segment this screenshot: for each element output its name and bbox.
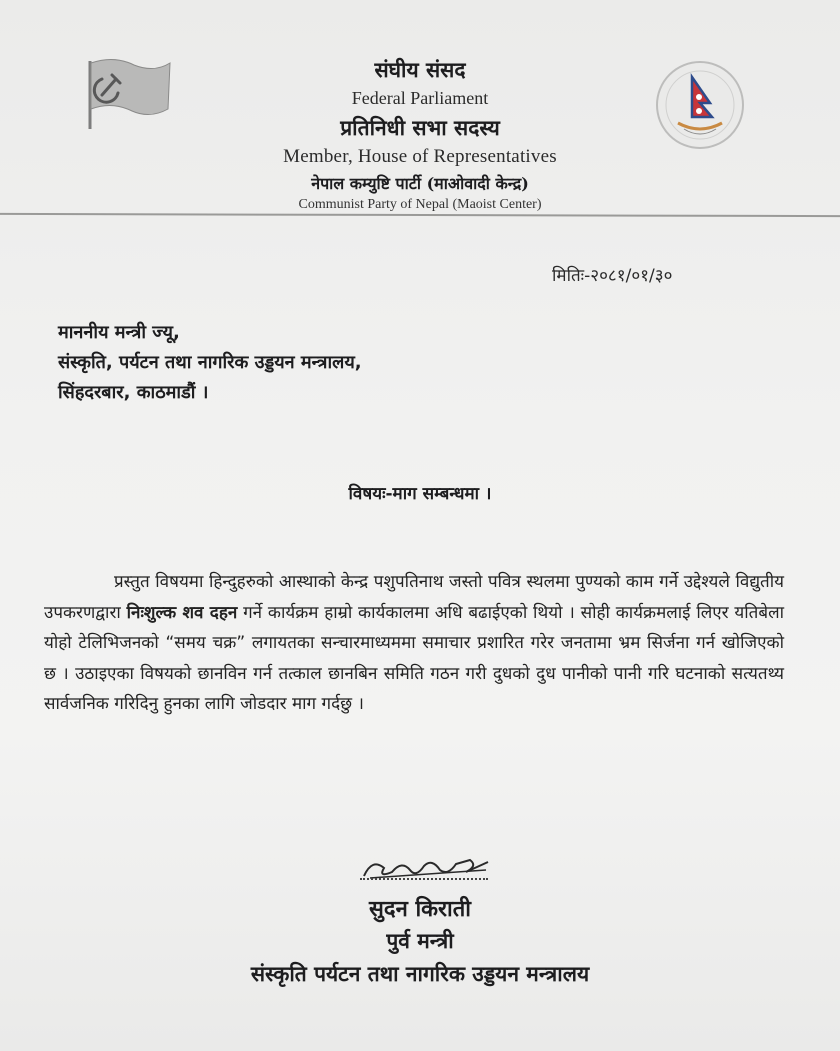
- letter-subject: विषयः-माग सम्बन्धमा ।: [348, 484, 492, 504]
- party-flag-icon: [84, 57, 174, 129]
- body-text: गर्ने कार्यक्रम हाम्रो कार्यकालमा अधि बढाईएको थियो । सोही कार्यक्रमलाई लिएर यतिबेला योहो टेलिभिजनको “समय चक्र” लगायतका सन्चारमाध्यममा समाचार प्रशारित गरेर जनतामा भ्रम सिर्जना गर्न खोजिएको छ । उठाइएका विषयको छानविन गर्न तत्काल छानबिन समिति गठन गरी दुधको दुध पानीको पानी गरि घटनाको सत्यतथ्य सार्वजनिक गरिदिनु हुनका लागि जोडदार माग गर्दछु ।: [44, 602, 784, 714]
- recipient-block: [58, 318, 362, 408]
- letter-body: [44, 567, 784, 720]
- header-role-np: प्रतिनिधी सभा सदस्य: [340, 115, 500, 140]
- signatory-name: सुदन किराती: [369, 897, 471, 922]
- signatory-title: पुर्व मन्त्री: [386, 929, 454, 953]
- header-body-en: Federal Parliament: [351, 88, 489, 108]
- header-party-en: Communist Party of Nepal (Maoist Center): [298, 197, 542, 212]
- body-text: प्रस्तुत विषयमा हिन्दुहरुको आस्थाको केन्द्र पशुपतिनाथ जस्तो पवित्र स्थलमा पुण्यको काम गर्ने उद्देश्यले विद्युतीय उपकरणद्वारा: [44, 572, 784, 623]
- header-party-np: नेपाल कम्युष्टि पार्टी (माओवादी केन्द्र): [311, 174, 529, 193]
- letter-date: मितिः-२०८१/०१/३०: [552, 266, 673, 286]
- recipient-line: संस्कृति, पर्यटन तथा नागरिक उड्डयन मन्त्रालय,: [58, 352, 362, 373]
- recipient-line: माननीय मन्त्री ज्यू,: [58, 322, 180, 343]
- signature-line: [360, 878, 488, 880]
- body-emphasis: निःशुल्क शव दहन: [126, 602, 238, 623]
- header-body-np: संघीय संसद: [374, 57, 466, 82]
- parliament-seal-icon: [654, 59, 746, 151]
- recipient-line: सिंहदरबार, काठमाडौं ।: [58, 382, 209, 403]
- signatory-ministry: संस्कृति पर्यटन तथा नागरिक उड्डयन मन्त्रालय: [250, 962, 590, 986]
- header-role-en: Member, House of Representatives: [283, 146, 557, 167]
- header-divider: [0, 213, 840, 217]
